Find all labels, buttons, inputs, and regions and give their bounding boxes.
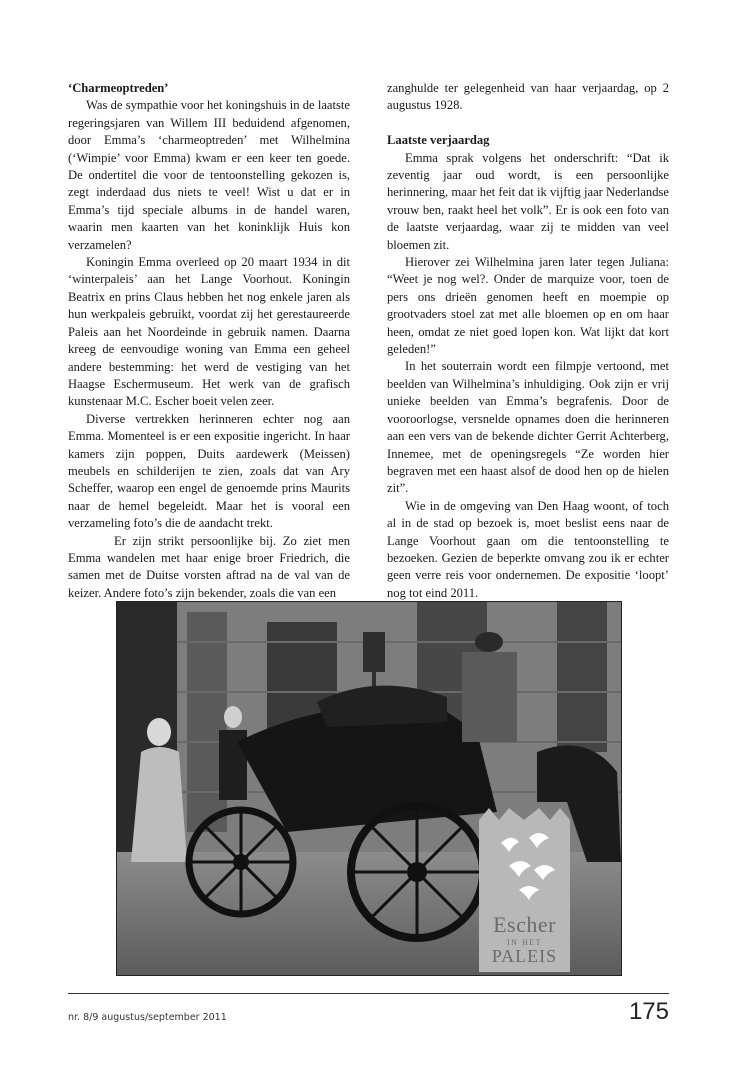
logo-subtitle: PALEIS bbox=[491, 946, 558, 966]
paragraph: Koningin Emma overleed op 20 maart 1934 in dit ‘winterpaleis’ aan het Lange Voorhout. Koningin Beatrix en prins Claus hebben het nog enkele jaren als hun werkpaleis gebruikt, voordat zij het gerestaureerde Paleis aan het Noordeinde in gebruik namen. Daarna kreeg de eenvoudige woning van Emma een geheel andere bestemming: het werd de vestiging van het Haagse Eschermuseum. Het werk van de grafisch kunstenaar M.C. Escher boeit velen zeer. bbox=[68, 255, 350, 409]
page-number: 175 bbox=[628, 998, 669, 1025]
right-column bbox=[387, 80, 669, 602]
paragraph: Wie in de omgeving van Den Haag woont, of toch al in de stad op bezoek is, moet beslist eens naar de Lange Voorhout gaan om die tentoonstelling te bezoeken. Gezien de beperkte omvang zou ik er echter geen verre reis voor ondernemen. De expositie ‘loopt’ nog tot eind 2011. bbox=[387, 498, 669, 600]
paragraph: In het souterrain wordt een filmpje vertoond, met beelden van Wilhelmina’s inhuldiging. Ook zijn er vrij unieke beelden van Emma’s begrafenis. Door de vooroorlogse, versnelde opnames doen die herinneren aan een vers van de bekende dichter Gerrit Achterberg, Innemee, met de openingsregels “Ze worden hier begraven met een haast alsof de dood hen op de hielen zit”. bbox=[387, 359, 669, 496]
logo-title: Escher bbox=[493, 912, 556, 937]
logo-middle: IN HET bbox=[507, 938, 542, 947]
issue-info: nr. 8/9 augustus/september 2011 bbox=[68, 1012, 227, 1023]
paragraph: Was de sympathie voor het koningshuis in de laatste regeringsjaren van Willem III beduidend afgenomen, door Emma’s ‘charmeoptreden’ met Wilhelmina (‘Wimpie’ voor Emma) kwam er een keer ten goede. De ondertitel die voor de tentoonstelling gekozen is, zegt inderdaad dus niets te veel! Wist u dat er in Emma’s tijd speciale albums in de handel waren, waarin men kaarten van het koninklijk Huis kon verzamelen? bbox=[68, 98, 350, 252]
paragraph: Diverse vertrekken herinneren echter nog aan Emma. Momenteel is er een expositie ingericht. In haar kamers zijn poppen, Duits aardewerk (Meissen) meubels en schilderijen te zien, zoals dat van Ary Scheffer, waarop een engel de genoemde prins Maurits naar de hemel begeleidt. Maar het is vooral een verzameling foto’s die de aandacht trekt. bbox=[68, 411, 350, 531]
left-column bbox=[68, 80, 350, 602]
section-heading-laatste-verjaardag: Laatste verjaardag bbox=[387, 133, 490, 148]
paragraph-continuation: zanghulde ter gelegenheid van haar verjaardag, op 2 augustus 1928. bbox=[387, 81, 669, 113]
paragraph: Er zijn strikt persoonlijke bij. Zo ziet men Emma wandelen met haar enige broer Friedrich, die samen met de Duitse vorsten aftrad na de val van de keizer. Andere foto’s zijn bekender, zoals die van een bbox=[68, 533, 350, 600]
section-heading-charmeoptreden: ‘Charmeoptreden’ bbox=[68, 81, 169, 95]
paragraph: Hierover zei Wilhelmina jaren later tegen Juliana: “Weet je nog wel?. Onder de marquize voor, toen de pers ons drieën genomen heeft en moempie op grootvaders stoel zat met alle bloemen op en om haar heen, omdat ze niet goed lopen kon. Wat lijkt dat kort geleden!” bbox=[387, 255, 669, 357]
footer-divider bbox=[68, 993, 669, 994]
paragraph: Emma sprak volgens het onderschrift: “Dat ik zeventig jaar oud wordt, is een persoonlijke herinnering, maar het feit dat ik vijftig jaar Nederlandse vrouw ben, raakt heel het volk”. Er is ook een foto van de laatste verjaardag, waar zij te midden van veel bloemen zit. bbox=[387, 150, 669, 252]
escher-in-het-paleis-logo bbox=[479, 808, 570, 972]
